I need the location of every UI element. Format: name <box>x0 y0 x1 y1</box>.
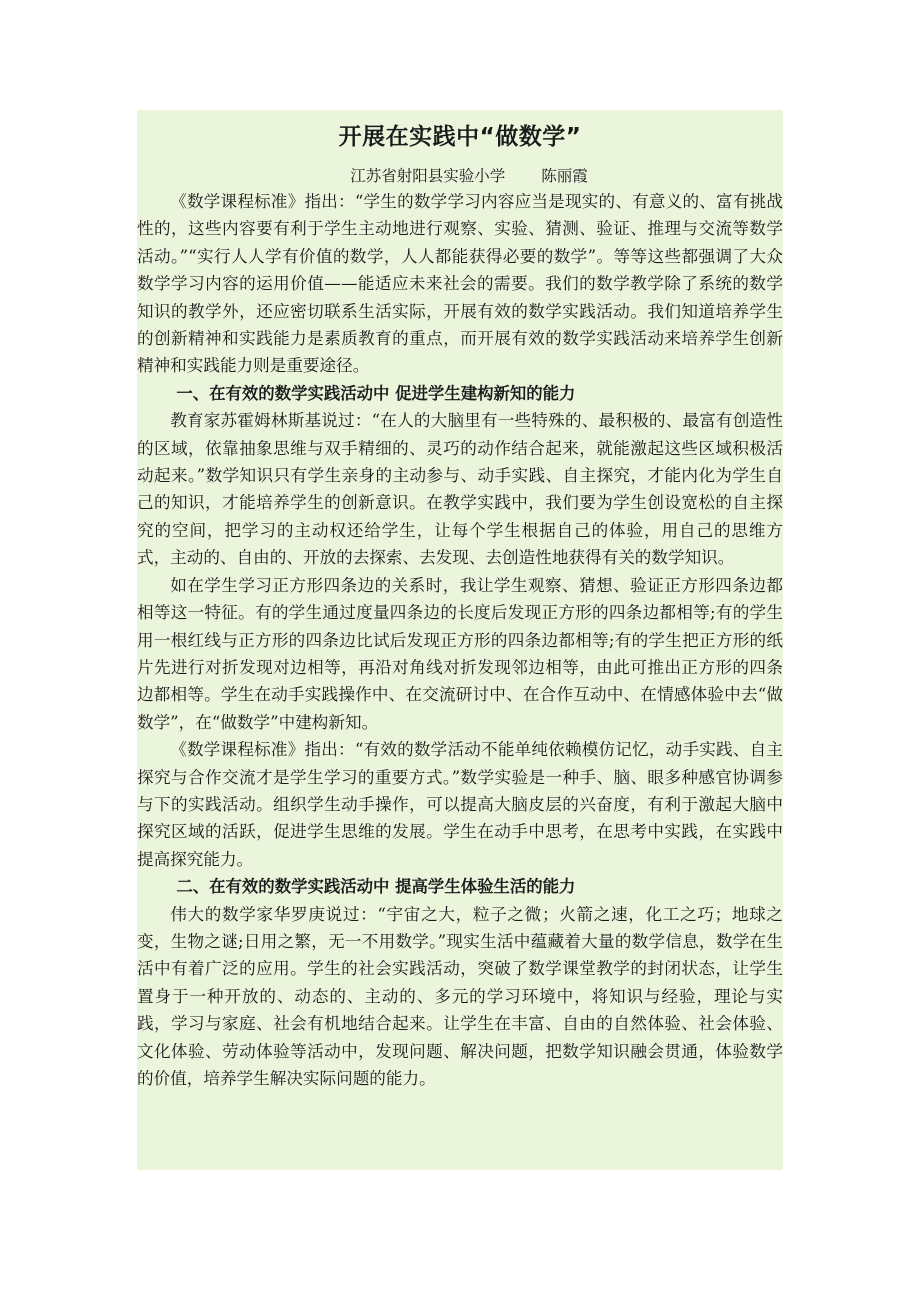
paragraph: 伟大的数学家华罗庚说过：“宇宙之大，粒子之微；火箭之速，化工之巧；地球之变，生物之谜;日用之繁，无一不用数学。”现实生活中蕴藏着大量的数学信息，数学在生活中有着广泛的应用。学生的社会实践活动，突破了数学课堂教学的封闭状态，让学生置身于一种开放的、动态的、主动的、多元的学习环境中，将知识与经验，理论与实践，学习与家庭、社会有机地结合起来。让学生在丰富、自由的自然体验、社会体验、文化体验、劳动体验等活动中，发现问题、解决问题，把数学知识融会贯通，体验数学的价值，培养学生解决实际问题的能力。 <box>137 904 783 1088</box>
paragraph: 教育家苏霍姆林斯基说过：“在人的大脑里有一些特殊的、最积极的、最富有创造性的区域，依靠抽象思维与双手精细的、灵巧的动作结合起来，就能激起这些区域积极活动起来。”数学知识只有学生亲身的主动参与、动手实践、自主探究，才能内化为学生自己的知识，才能培养学生的创新意识。在教学实践中，我们要为学生创设宽松的自主探究的空间，把学习的主动权还给学生，让每个学生根据自己的体验，用自己的思维方式，主动的、自由的、开放的去探索、去发现、去创造性地获得有关的数学知识。 <box>137 411 783 568</box>
paragraph: 《数学课程标准》指出：“有效的数学活动不能单纯依赖模仿记忆，动手实践、自主探究与合作交流才是学生学习的重要方式。”数学实验是一种手、脑、眼多种感官协调参与下的实践活动。组织学生动手操作，可以提高大脑皮层的兴奋度，有利于激起大脑中探究区域的活跃，促进学生思维的发展。学生在动手中思考，在思考中实践，在实践中提高探究能力。 <box>137 740 783 869</box>
paragraph: 《数学课程标准》指出：“学生的数学学习内容应当是现实的、有意义的、富有挑战性的，这些内容要有利于学生主动地进行观察、实验、猜测、验证、推理与交流等数学活动。”“实行人人学有价值的数学，人人都能获得必要的数学”。等等这些都强调了大众数学学习内容的运用价值——能适应未来社会的需要。我们的数学教学除了系统的数学知识的教学外，还应密切联系生活实际，开展有效的数学实践活动。我们知道培养学生的创新精神和实践能力是素质教育的重点，而开展有效的数学实践活动来培养学生创新精神和实践能力则是重要途径。 <box>137 192 783 376</box>
document-page <box>137 110 783 1170</box>
document-body <box>137 188 783 1092</box>
document-title: 开展在实践中“做数学” <box>338 124 582 150</box>
author-name: 陈丽霞 <box>541 167 588 185</box>
paragraph: 如在学生学习正方形四条边的关系时，我让学生观察、猜想、验证正方形四条边都相等这一特征。有的学生通过度量四条边的长度后发现正方形的四条边都相等;有的学生用一根红线与正方形的四条边比试后发现正方形的四条边都相等;有的学生把正方形的纸片先进行对折发现对边相等，再沿对角线对折发现邻边相等，由此可推出正方形的四条边都相等。学生在动手实践操作中、在交流研讨中、在合作互动中、在情感体验中去“做数学”，在“做数学”中建构新知。 <box>137 575 783 732</box>
author-line <box>137 166 783 186</box>
author-school: 江苏省射阳县实验小学 <box>350 167 506 185</box>
section-heading: 二、在有效的数学实践活动中 提高学生体验生活的能力 <box>176 877 576 897</box>
section-heading: 一、在有效的数学实践活动中 促进学生建构新知的能力 <box>176 383 576 403</box>
